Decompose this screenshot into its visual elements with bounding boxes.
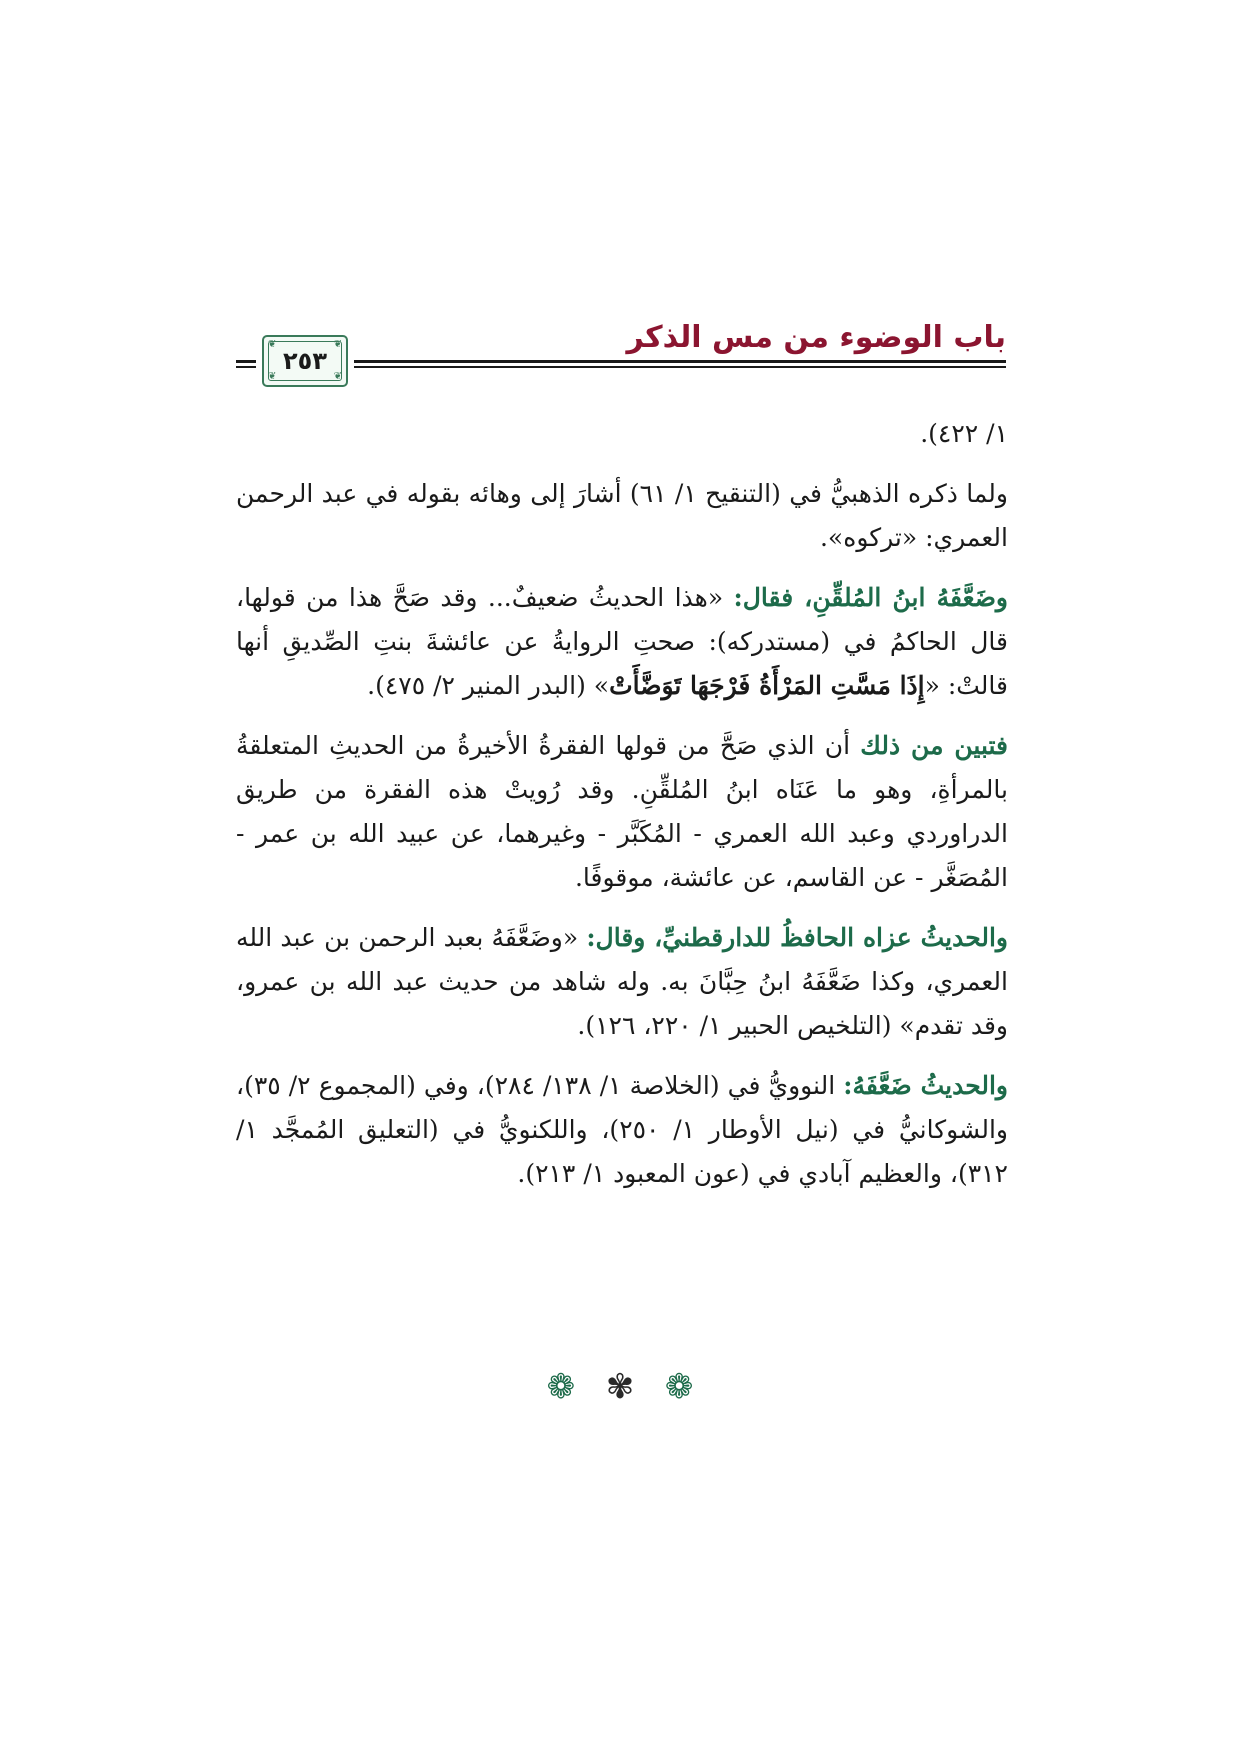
paragraph-text: » (البدر المنير ٢/ ٤٧٥). (367, 671, 610, 700)
paragraph-lead: والحديثُ عزاه الحافظُ للدارقطنيِّ، وقال: (586, 923, 1009, 952)
paragraph-text: النوويُّ في (الخلاصة ١/ ١٣٨/ ٢٨٤)، وفي (المجموع ٢/ ٣٥)، والشوكانيُّ في (نيل الأوطار ١/ ٢٥٠)، واللكنويُّ في (التعليق المُمجَّد ١/ ٣١٢)، والعظيم آبادي في (عون المعبود ١/ ٢١٣). (236, 1071, 1008, 1188)
corner-ornament-icon: ❦ (333, 371, 342, 382)
corner-ornament-icon: ❦ (268, 371, 277, 382)
paragraph-lead: وضَعَّفَهُ ابنُ المُلقِّنِ، فقال: (733, 583, 1008, 612)
paragraph-text: «وضَعَّفَهُ بعبد الرحمن بن عبد الله العمري، وكذا ضَعَّفَهُ ابنُ حِبَّانَ به. وله شاهد من حديث عبد الله بن عمرو، وقد تقدم» (التلخيص الحبير ١/ ٢٢٠، ١٢٦). (236, 923, 1008, 1040)
paragraph (236, 1064, 1008, 1196)
flower-ornament-icon: ❁ (664, 1367, 694, 1407)
paragraph-text: ولما ذكره الذهبيُّ في (التنقيح ١/ ٦١) أشارَ إلى وهائه بقوله في عبد الرحمن العمري: «تركوه». (236, 479, 1008, 552)
section-end-ornaments (0, 1368, 1240, 1406)
paragraph-text: أن الذي صَحَّ من قولها الفقرةُ الأخيرةُ من الحديثِ المتعلقةُ بالمرأةِ، وهو ما عَنَاه ابنُ المُلقِّنِ. وقد رُويتْ هذه الفقرة من طريق الدراوردي وعبد الله العمري - المُكَبَّر - وغيرهما، عن عبيد الله بن عمر - المُصَغَّر - عن القاسم، عن عائشة، موقوفًا. (236, 731, 1008, 892)
chapter-title: باب الوضوء من مس الذكر (626, 320, 1006, 355)
header-rule (354, 360, 1006, 363)
page-body (236, 412, 1008, 1212)
flower-ornament-icon: ❁ (546, 1367, 576, 1407)
page-header (236, 318, 1006, 388)
header-rule-left-thin (236, 366, 256, 368)
page-number-badge (262, 335, 348, 387)
paragraph-lead: والحديثُ ضَعَّفَهُ: (843, 1071, 1008, 1100)
quoted-hadith: إِذَا مَسَّتِ المَرْأَةُ فَرْجَهَا تَوَضَّأَتْ (609, 671, 925, 700)
footnote-continuation (236, 412, 1008, 456)
corner-ornament-icon: ❦ (268, 339, 277, 350)
header-rule-left (236, 360, 256, 363)
page-number: ٢٥٣ (283, 347, 327, 375)
paragraph-lead: فتبين من ذلك (860, 731, 1009, 760)
flower-ornament-icon: ✾ (605, 1367, 635, 1407)
paragraph-text: ١/ ٤٢٢). (920, 419, 1008, 448)
paragraph (236, 724, 1008, 900)
paragraph (236, 576, 1008, 708)
paragraph-text: «هذا الحديثُ ضعيفٌ... وقد صَحَّ هذا من قولها، قال الحاكمُ في (مستدركه): صحتِ الروايةُ عن عائشةَ بنتِ الصِّديقِ أنها قالتْ: « (236, 583, 1008, 700)
corner-ornament-icon: ❦ (333, 339, 342, 350)
header-rule-thin (354, 366, 1006, 368)
paragraph (236, 472, 1008, 560)
paragraph (236, 916, 1008, 1048)
